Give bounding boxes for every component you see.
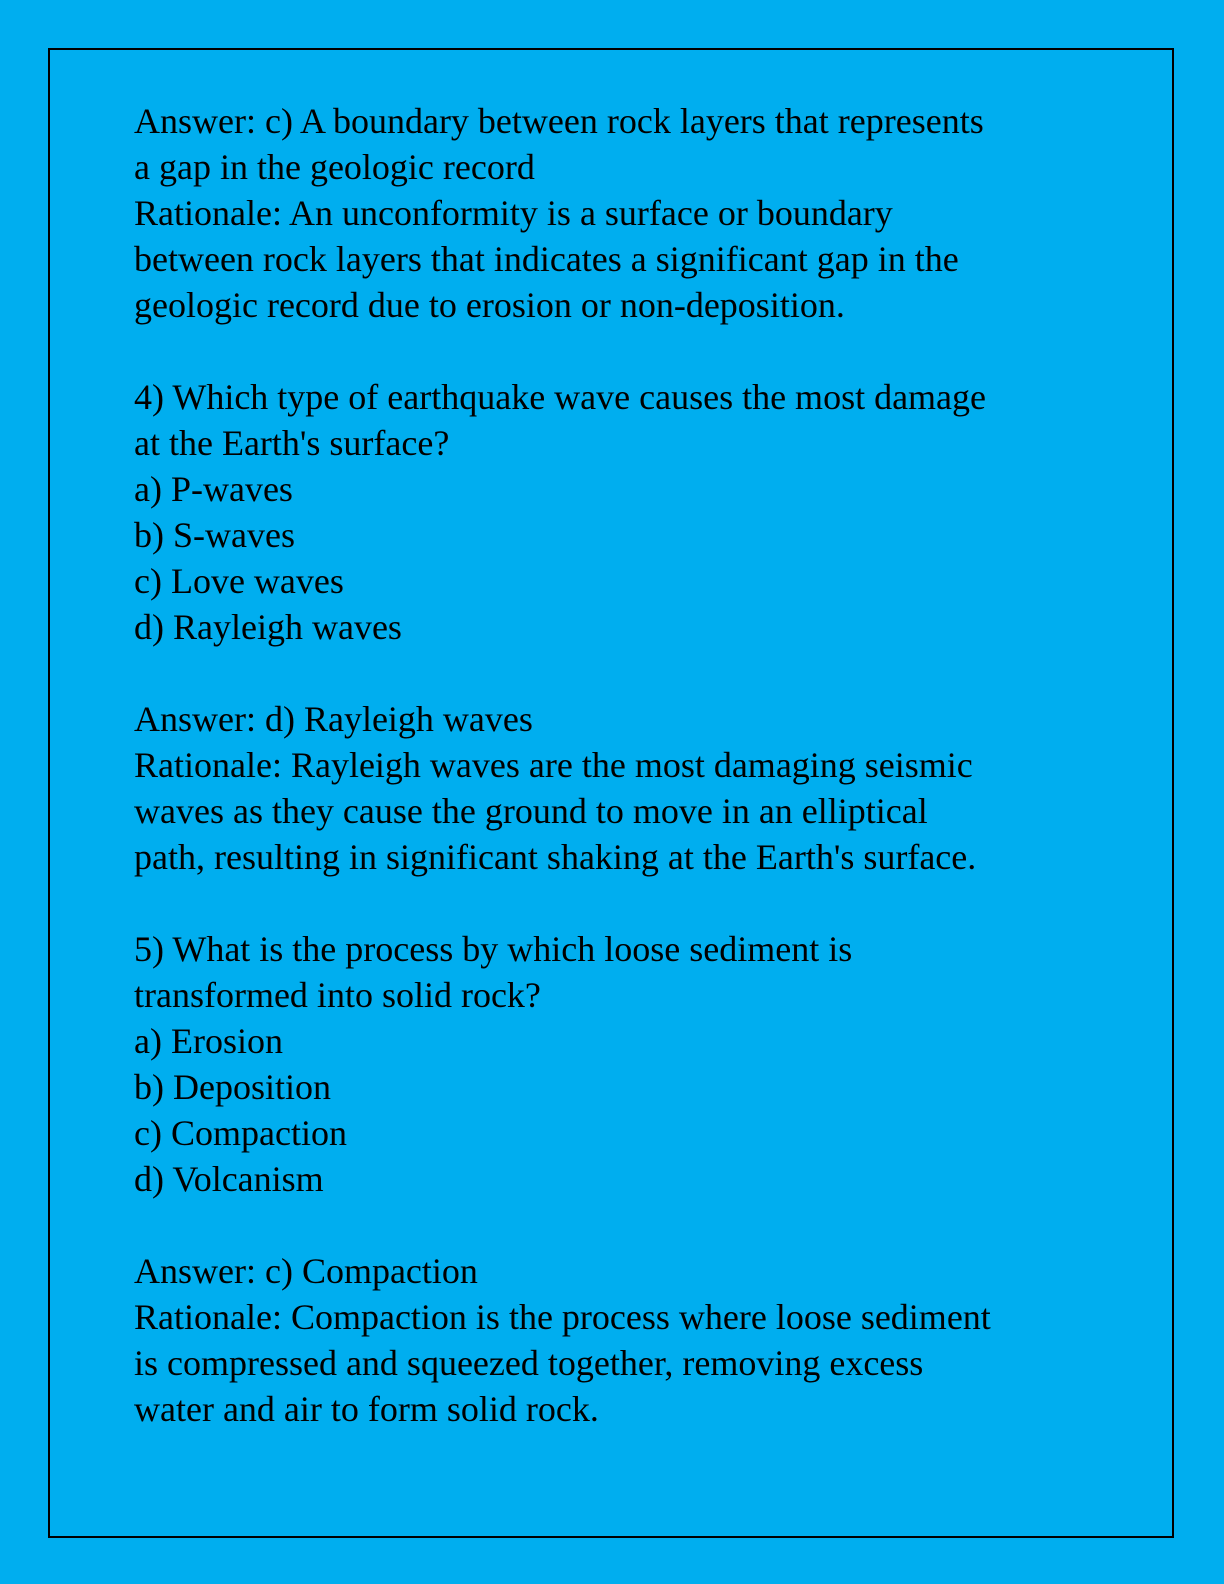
option-b: b) S-waves: [134, 515, 295, 555]
answer-text: Answer: d) Rayleigh waves: [134, 699, 533, 739]
option-b: b) Deposition: [134, 1067, 331, 1107]
q4-answer: [134, 696, 1134, 742]
option-c: c) Love waves: [134, 561, 344, 601]
rationale-text: Rationale: Compaction is the process where loose sediment: [134, 1297, 991, 1337]
question-text: at the Earth's surface?: [134, 423, 450, 463]
answer-text: a gap in the geologic record: [134, 147, 535, 187]
option-c: c) Compaction: [134, 1113, 347, 1153]
question-text: 5) What is the process by which loose sediment is: [134, 929, 853, 969]
question-text: transformed into solid rock?: [134, 975, 541, 1015]
option-a: a) P-waves: [134, 469, 293, 509]
rationale-text: Rationale: An unconformity is a surface or boundary: [134, 193, 893, 233]
paragraph-spacer: [134, 1202, 1134, 1248]
rationale-text: Rationale: Rayleigh waves are the most damaging seismic: [134, 745, 973, 785]
q3-answer: [134, 98, 1134, 190]
paragraph-spacer: [134, 880, 1134, 926]
q4-options: [134, 466, 1134, 650]
answer-text: Answer: c) A boundary between rock layers that represents: [134, 101, 984, 141]
q4-rationale: [134, 742, 1134, 880]
rationale-text: is compressed and squeezed together, removing excess: [134, 1343, 924, 1383]
document-body: [134, 98, 1134, 1432]
paragraph-spacer: [134, 328, 1134, 374]
rationale-text: path, resulting in significant shaking at the Earth's surface.: [134, 837, 977, 877]
q4-question: [134, 374, 1134, 466]
rationale-text: water and air to form solid rock.: [134, 1389, 599, 1429]
q5-question: [134, 926, 1134, 1018]
paragraph-spacer: [134, 650, 1134, 696]
q5-rationale: [134, 1294, 1134, 1432]
rationale-text: geologic record due to erosion or non-deposition.: [134, 285, 845, 325]
option-a: a) Erosion: [134, 1021, 283, 1061]
rationale-text: between rock layers that indicates a significant gap in the: [134, 239, 959, 279]
q5-options: [134, 1018, 1134, 1202]
option-d: d) Rayleigh waves: [134, 607, 402, 647]
rationale-text: waves as they cause the ground to move in an elliptical: [134, 791, 928, 831]
q5-answer: [134, 1248, 1134, 1294]
question-text: 4) Which type of earthquake wave causes the most damage: [134, 377, 987, 417]
option-d: d) Volcanism: [134, 1159, 324, 1199]
answer-text: Answer: c) Compaction: [134, 1251, 478, 1291]
q3-rationale: [134, 190, 1134, 328]
